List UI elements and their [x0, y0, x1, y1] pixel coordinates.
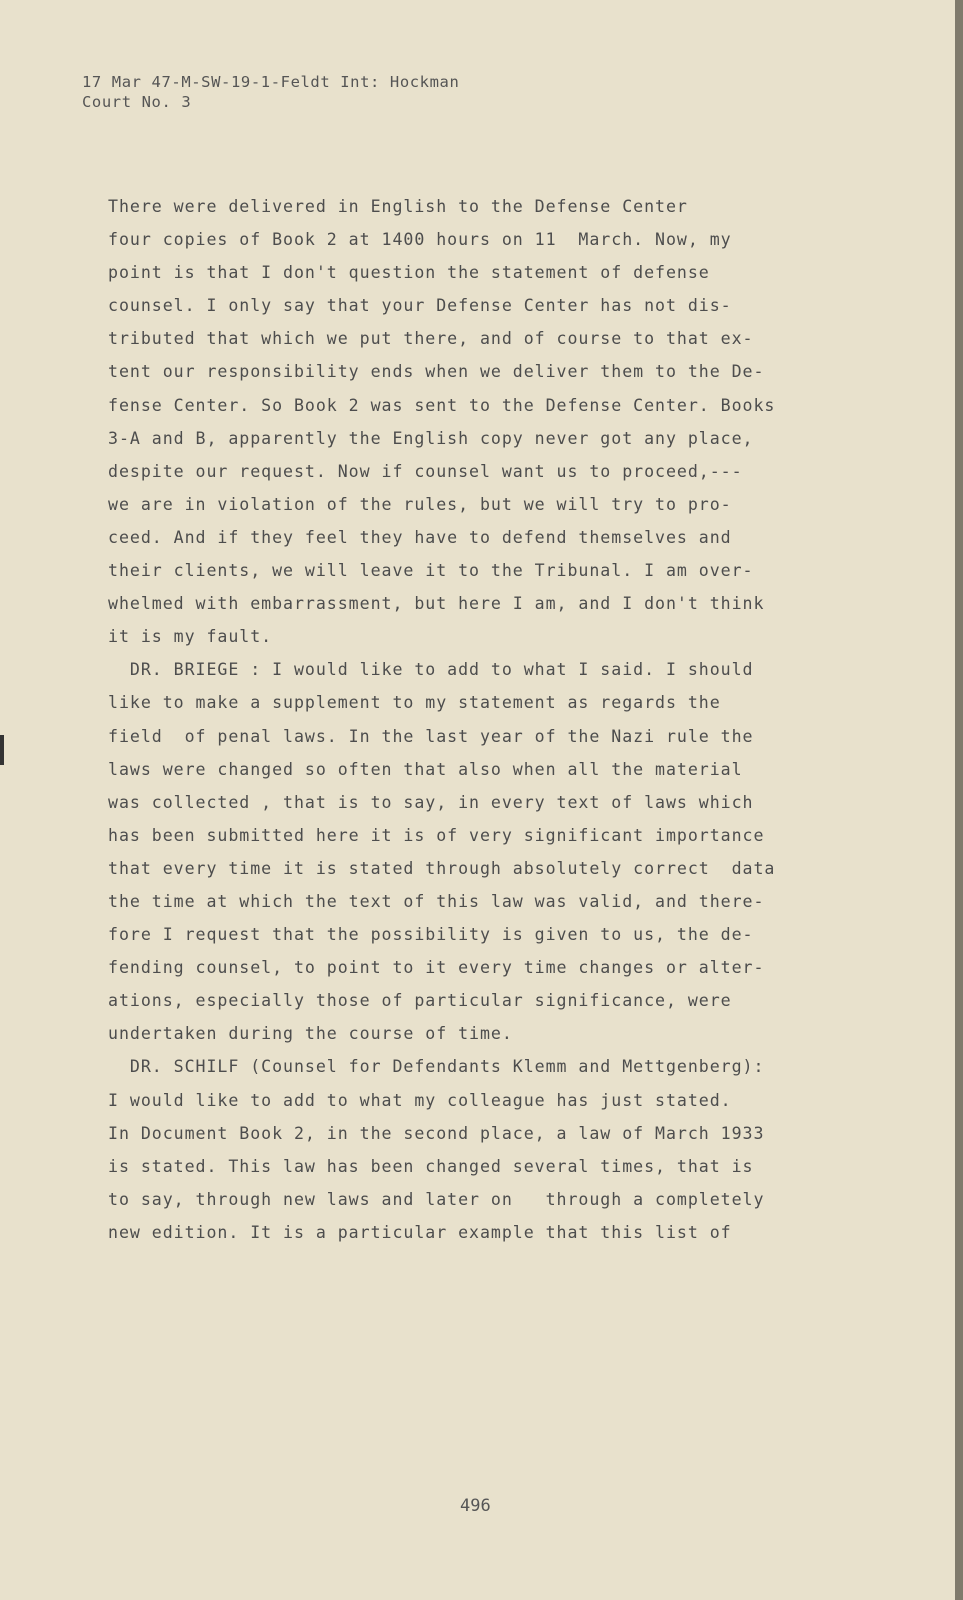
page-edge	[955, 0, 963, 1600]
text-line: In Document Book 2, in the second place, a law of March 1933	[108, 1123, 765, 1143]
text-line: There were delivered in English to the Defense Center	[108, 197, 688, 216]
text-line: fense Center. So Book 2 was sent to the Defense Center. Books	[108, 395, 776, 415]
header-line-1: 17 Mar 47-M-SW-19-1-Feldt Int: Hockman	[82, 73, 460, 91]
page-number: 496	[460, 1496, 491, 1516]
text-line	[108, 1282, 858, 1315]
text-line: 3-A and B, apparently the English copy never got any place,	[108, 428, 754, 448]
text-line: DR. SCHILF (Counsel for Defendants Klemm and Mettgenberg):	[108, 1057, 765, 1077]
text-line: DR. BRIEGE : I would like to add to what I said. I should	[108, 660, 754, 680]
header-line-2: Court No. 3	[82, 93, 192, 111]
text-line: the time at which the text of this law was valid, and there-	[108, 891, 765, 911]
text-line: that every time it is stated through absolutely correct data	[108, 858, 776, 878]
page-header	[82, 72, 459, 112]
text-line: fending counsel, to point to it every time changes or alter-	[108, 958, 765, 978]
text-line: fore I request that the possibility is given to us, the de-	[108, 925, 754, 945]
text-line: I would like to add to what my colleague has just stated.	[108, 1090, 732, 1110]
text-line: tributed that which we put there, and of course to that ex-	[108, 329, 754, 349]
text-line: ceed. And if they feel they have to defend themselves and	[108, 527, 732, 547]
text-line: to say, through new laws and later on through a completely	[108, 1189, 765, 1209]
text-line	[108, 1315, 858, 1348]
text-line: we are in violation of the rules, but we will try to pro-	[108, 494, 732, 514]
text-line	[108, 1348, 858, 1381]
margin-mark	[0, 735, 4, 765]
text-line: four copies of Book 2 at 1400 hours on 11 March. Now, my	[108, 230, 732, 250]
transcript-body	[108, 190, 858, 1481]
text-line: despite our request. Now if counsel want us to proceed,---	[108, 461, 743, 481]
text-line: counsel. I only say that your Defense Center has not dis-	[108, 296, 732, 316]
text-line	[108, 1414, 858, 1447]
text-line	[108, 1381, 858, 1414]
text-line: their clients, we will leave it to the Tribunal. I am over-	[108, 561, 754, 581]
text-line: like to make a supplement to my statement as regards the	[108, 693, 721, 713]
text-line	[108, 1448, 858, 1481]
text-line: has been submitted here it is of very significant importance	[108, 825, 765, 845]
text-line: is stated. This law has been changed several times, that is	[108, 1156, 754, 1176]
text-line: ations, especially those of particular significance, were	[108, 991, 732, 1011]
text-line: tent our responsibility ends when we deliver them to the De-	[108, 362, 765, 382]
text-line: it is my fault.	[108, 627, 273, 647]
text-line	[108, 1249, 858, 1282]
text-line: new edition. It is a particular example that this list of	[108, 1222, 732, 1242]
text-line: undertaken during the course of time.	[108, 1024, 513, 1044]
text-line: was collected , that is to say, in every text of laws which	[108, 792, 754, 812]
text-line: point is that I don't question the statement of defense	[108, 263, 710, 283]
text-line: whelmed with embarrassment, but here I am, and I don't think	[108, 594, 765, 614]
text-line: field of penal laws. In the last year of the Nazi rule the	[108, 726, 754, 746]
text-line: laws were changed so often that also when all the material	[108, 759, 743, 779]
